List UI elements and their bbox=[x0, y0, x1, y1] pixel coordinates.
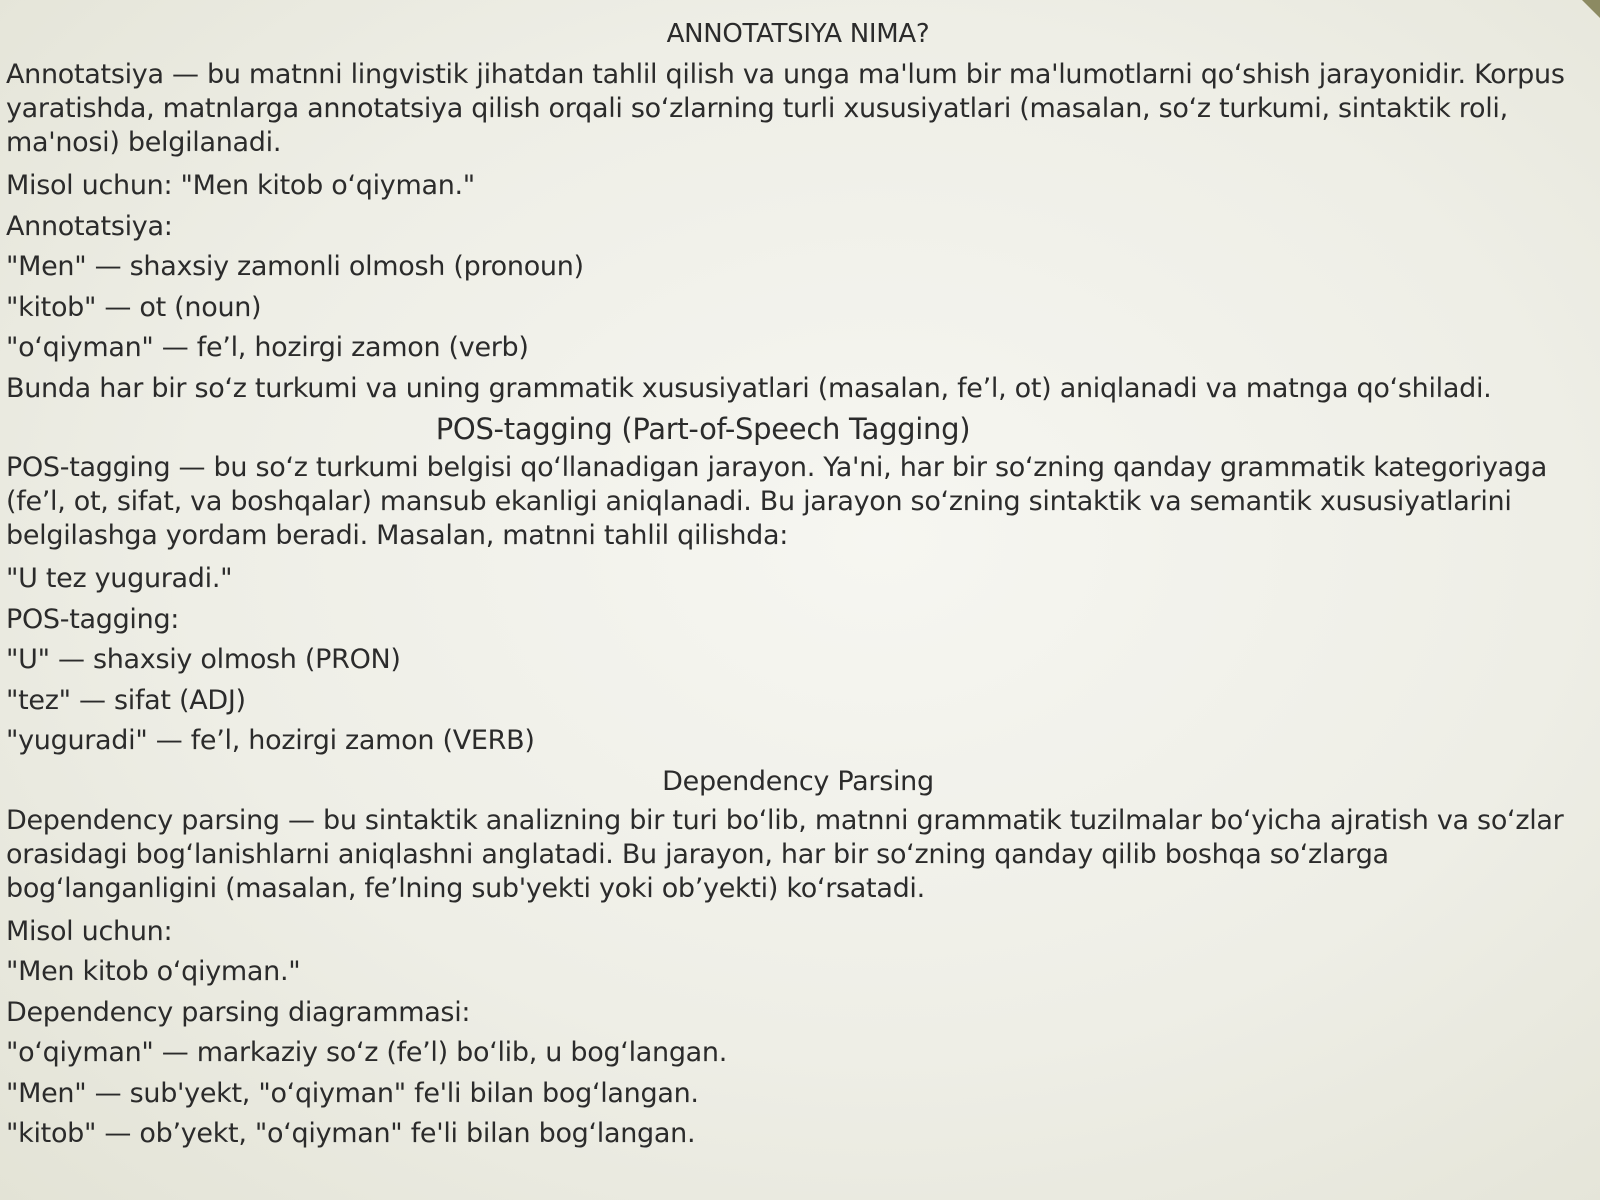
section1-intro: Annotatsiya — bu matnni lingvistik jihatdan tahlil qilish va unga ma'lum bir ma'lumotlarni qo‘shish jarayonidir. Korpus yaratishda, matnlarga annotatsiya qilish orqali so‘zlarning turli xususiyatlari (masalan, so‘z turkumi, sintaktik roli, ma'nosi) belgilanadi. bbox=[6, 59, 1565, 158]
section1-line: "kitob" — ot (noun) bbox=[6, 291, 262, 323]
section3-title: Dependency Parsing bbox=[662, 765, 934, 797]
section3-line: "Men" — sub'yekt, "o‘qiyman" fe'li bilan bog‘langan. bbox=[6, 1077, 699, 1109]
section2-line: "U tez yuguradi." bbox=[6, 563, 233, 594]
section1-line: "o‘qiyman" — fe’l, hozirgi zamon (verb) bbox=[6, 332, 529, 363]
section2-line: "yuguradi" — fe’l, hozirgi zamon (VERB) bbox=[6, 725, 535, 756]
section3-line: "o‘qiyman" — markaziy so‘z (fe’l) bo‘lib, u bog‘langan. bbox=[6, 1037, 728, 1068]
section3-intro: Dependency parsing — bu sintaktik analizning bir turi bo‘lib, matnni grammatik tuzilmalar bo‘yicha ajratish va so‘zlar orasidagi bog‘lanishlarni aniqlashni anglatadi. Bu jarayon, har bir so‘zning qanday qilib boshqa so‘zlarga bog‘langanligini (masalan, fe’lning sub'yekti yoki ob’yekti) ko‘rsatadi. bbox=[6, 804, 1564, 904]
section2-line: "tez" — sifat (ADJ) bbox=[6, 684, 246, 716]
section1-line: Bunda har bir so‘z turkumi va uning grammatik xususiyatlari (masalan, fe’l, ot) aniqlanadi va matnga qo‘shiladi. bbox=[6, 372, 1492, 404]
section1-line: "Men" — shaxsiy zamonli olmosh (pronoun) bbox=[6, 251, 584, 282]
section2-line: "U" — shaxsiy olmosh (PRON) bbox=[6, 644, 401, 675]
section1-title: ANNOTATSIYA NIMA? bbox=[666, 19, 930, 49]
section3-line: Dependency parsing diagrammasi: bbox=[6, 996, 471, 1028]
slide-content bbox=[6, 14, 1590, 1155]
section1-line: Misol uchun: "Men kitob o‘qiyman." bbox=[6, 170, 475, 201]
section3-line: "kitob" — ob’yekt, "o‘qiyman" fe'li bilan bog‘langan. bbox=[6, 1118, 696, 1149]
section1-line: Annotatsiya: bbox=[6, 210, 173, 242]
section2-title: POS-tagging (Part-of-Speech Tagging) bbox=[435, 412, 971, 446]
section3-line: "Men kitob o‘qiyman." bbox=[6, 956, 301, 987]
section2-intro: POS-tagging — bu so‘z turkumi belgisi qo‘llanadigan jarayon. Ya'ni, har bir so‘zning qanday grammatik kategoriyaga (fe’l, ot, sifat, va boshqalar) mansub ekanligi aniqlanadi. Bu jarayon so‘zning sintaktik va semantik xususiyatlarini belgilashga yordam beradi. Masalan, matnni tahlil qilishda: bbox=[6, 452, 1548, 551]
section2-line: POS-tagging: bbox=[6, 603, 180, 635]
section3-line: Misol uchun: bbox=[6, 915, 173, 947]
